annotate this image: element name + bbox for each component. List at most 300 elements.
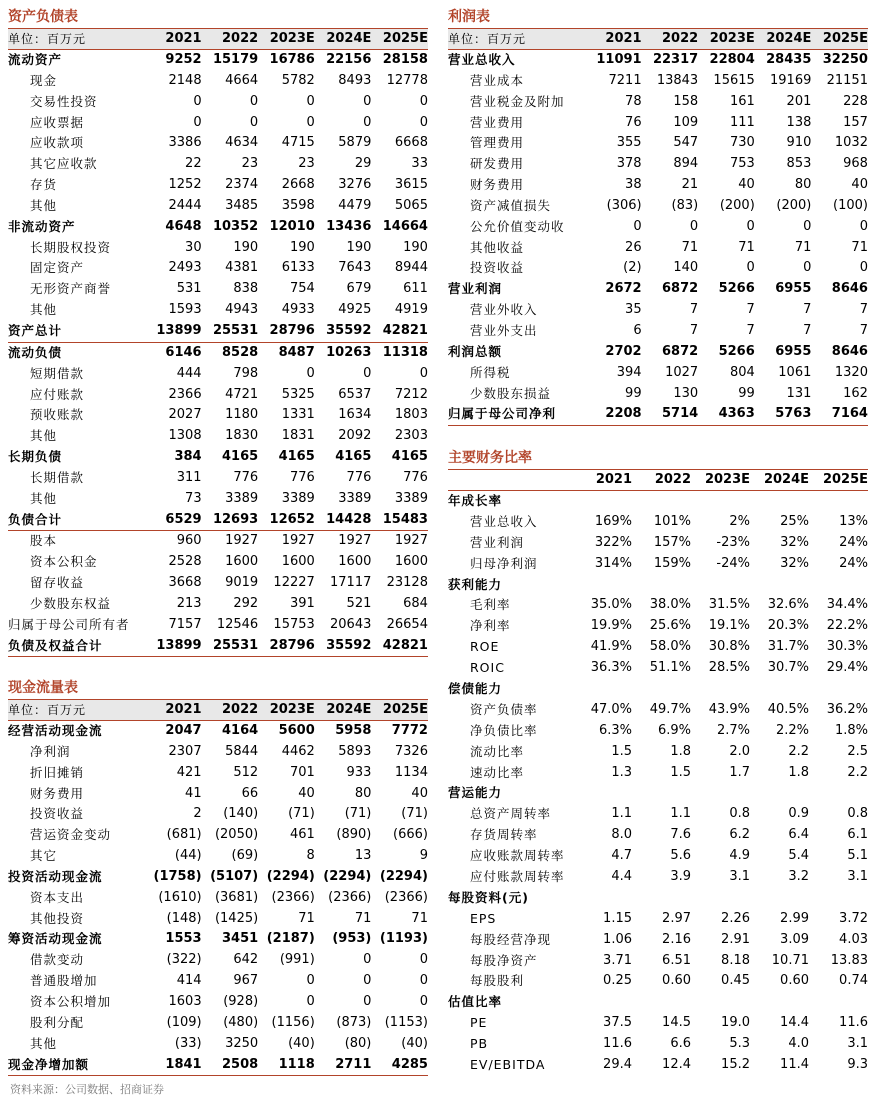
row-label: 短期借款 [30,365,85,381]
cell-value: 11091 [596,52,642,67]
cell-value: (71) [344,806,372,822]
year-header: 2024E [766,31,812,46]
cell-value: 28796 [269,322,315,338]
row-label: 筹资活动现金流 [8,931,103,947]
cell-value: 7326 [394,743,428,759]
row-label: 留存收益 [30,575,85,591]
cell-value: (83) [671,197,699,213]
cell-value: 28796 [269,637,315,653]
cell-value: 111 [729,114,755,130]
row-label: EPS [470,910,497,926]
row-label: 应收款项 [30,135,85,151]
cell-value: 28.5% [708,660,750,676]
cell-value: 19.9% [590,618,632,634]
table-row [8,510,428,532]
row-label: 资产减值损失 [470,197,552,213]
cell-value: 22 [185,156,202,172]
cell-value: 2672 [605,281,642,297]
table-row [8,113,428,134]
cell-value: 1.15 [603,910,632,926]
row-label: ROE [470,639,500,655]
table-row [8,929,428,950]
row-label: 投资活动现金流 [8,868,103,884]
cell-value: (40) [288,1035,315,1051]
table-row [448,930,868,951]
row-label: 长期借款 [30,469,85,485]
cell-value: 461 [289,827,315,843]
row-label: 归属于母公司净利 [448,406,557,422]
year-header: 2022 [662,31,699,46]
cell-value: 2366 [168,386,202,402]
section-row [448,491,868,512]
cell-value: 1.8 [670,743,691,759]
cell-value: (2187) [266,931,315,947]
cell-value: 4.0 [788,1036,809,1052]
cell-value: 322% [594,534,632,550]
cell-value: 910 [786,135,812,151]
cell-value: 36.2% [826,701,868,717]
cell-value: 0 [363,993,372,1009]
cell-value: 1.5 [611,743,632,759]
cell-value: 0 [193,114,202,130]
cell-value: 1603 [168,993,202,1009]
table-row [8,321,428,343]
cell-value: 5.6 [670,848,691,864]
cell-value: (80) [344,1035,372,1051]
table-row [448,92,868,113]
cell-value: 4634 [225,135,259,151]
cell-value: 5266 [718,343,755,359]
balance-sheet-title: 资产负债表 [8,9,78,25]
cell-value: (1758) [153,868,202,884]
cell-value: 138 [786,114,812,130]
table-row [448,804,868,825]
cell-value: 2.99 [780,910,809,926]
cell-value: (666) [393,827,428,843]
cell-value: 35592 [326,637,372,653]
cell-value: 292 [233,595,259,611]
cell-value: 0 [419,93,428,109]
cell-value: 1118 [278,1056,315,1072]
cell-value: 29.4% [826,660,868,676]
cell-value: (69) [231,848,259,864]
cell-value: 1061 [778,364,812,380]
row-label: 营业税金及附加 [470,93,565,109]
row-label: 财务费用 [30,785,85,801]
cell-value: 3451 [222,931,259,947]
cell-value: 1331 [281,407,315,423]
cell-value: 4165 [278,449,315,465]
cell-value: 0.74 [839,973,868,989]
cell-value: 32% [780,534,809,550]
row-label: 长期股权投资 [30,239,112,255]
table-row [448,133,868,154]
cell-value: 4479 [338,197,372,213]
cell-value: 13 [354,848,372,864]
cell-value: 6.1 [847,827,868,843]
cell-value: (480) [223,1014,259,1030]
cell-value: 12.4 [662,1057,691,1073]
row-label: 股利分配 [30,1014,85,1030]
year-header: 2024E [763,472,809,487]
cell-value: 0.8 [847,806,868,822]
cell-value: 2.2 [788,743,809,759]
cell-value: 7 [746,322,755,338]
cell-value: 4721 [225,386,259,402]
row-label: 毛利率 [470,597,511,613]
cell-value: (148) [166,910,202,926]
cell-value: 7.6 [670,827,691,843]
cell-value: 394 [616,364,642,380]
row-label: 资本支出 [30,889,85,905]
cell-value: 2.2% [775,722,809,738]
cell-value: 4919 [394,302,428,318]
cell-value: 3389 [281,490,315,506]
cell-value: 130 [673,385,699,401]
cell-value: 314% [594,555,632,571]
cell-value: 547 [673,135,699,151]
cell-value: 5065 [394,197,428,213]
cell-value: 19.0 [721,1015,750,1031]
cell-value: 38 [625,177,642,193]
cell-value: 4.7 [611,848,632,864]
cell-value: 99 [738,385,755,401]
cell-value: 47.0% [590,701,632,717]
cell-value: 0 [633,218,642,234]
table-row [8,825,428,846]
row-label: 归属于母公司所有者 [8,616,130,632]
row-label: 营运能力 [448,785,503,801]
cell-value: 7211 [608,72,642,88]
cell-value: 3.1 [847,1036,868,1052]
cell-value: (2366) [328,889,372,905]
cell-value: 2027 [168,407,202,423]
cell-value: 444 [176,365,202,381]
cell-value: 3.1 [729,869,750,885]
cell-value: (100) [833,197,868,213]
cell-value: 6.4 [788,827,809,843]
cell-value: (3681) [214,889,259,905]
cell-value: (40) [401,1035,428,1051]
cell-value: 1.8 [788,764,809,780]
table-row [448,1055,868,1076]
cell-value: 0 [249,93,259,109]
cell-value: 30.7% [767,660,809,676]
cell-value: (33) [174,1035,202,1051]
cell-value: 7212 [394,386,428,402]
cell-value: 0 [306,93,315,109]
cell-value: 3.72 [839,910,868,926]
row-label: 固定资产 [30,260,85,276]
cell-value: 35.0% [590,597,632,613]
table-row [8,909,428,930]
cell-value: 0 [746,260,755,276]
cell-value: 3386 [168,135,202,151]
cell-value: 5763 [775,406,812,422]
cell-value: 5893 [338,743,372,759]
row-label: 其他 [30,1035,58,1051]
cell-value: 30 [185,239,202,255]
cell-value: 2208 [605,406,642,422]
cell-value: 23128 [386,575,428,591]
row-label: ROIC [470,660,505,676]
cell-value: 776 [346,469,372,485]
cell-value: 4715 [281,135,315,151]
cell-value: 15615 [713,72,755,88]
row-label: 流动负债 [8,344,63,360]
cell-value: 6.51 [662,952,691,968]
table-row [8,763,428,784]
row-label: 营业总收入 [448,52,516,67]
cell-value: 3389 [338,490,372,506]
row-label: 投资收益 [470,260,525,276]
cell-value: (890) [336,827,372,843]
cell-value: 753 [729,156,755,172]
unit-label: 单位：百万元 [8,32,87,46]
table-row [8,867,428,888]
cell-value: 101% [653,513,691,529]
cell-value: 2668 [281,177,315,193]
cell-value: 15753 [273,616,315,632]
cell-value: 7 [803,322,812,338]
cell-value: 4164 [222,723,259,738]
row-label: 营业利润 [470,534,525,550]
cell-value: 1600 [281,554,315,570]
cell-value: 1.06 [603,931,632,947]
cell-value: 80 [354,785,372,801]
cell-value: 23 [241,156,259,172]
cell-value: 0 [803,218,812,234]
cell-value: 6.3% [598,722,632,738]
year-header: 2025E [822,472,868,487]
cell-value: 355 [616,135,642,151]
year-header: 2021 [165,702,202,717]
table-row [8,531,428,552]
cell-value: 0 [859,218,868,234]
cell-value: 3485 [225,197,259,213]
cell-value: 11.6 [839,1015,868,1031]
year-header: 2023E [269,702,315,717]
cell-value: 9019 [225,575,259,591]
cell-value: (71) [288,806,315,822]
cell-value: 0 [363,93,372,109]
cell-value: 6668 [394,135,428,151]
cell-value: 391 [289,595,315,611]
cell-value: 2.5 [847,743,868,759]
cell-value: 4.4 [611,869,632,885]
cell-value: 33 [411,156,428,172]
table-row [8,1055,428,1077]
cell-value: (200) [719,197,755,213]
cell-value: 25531 [212,322,259,338]
table-row [448,50,868,71]
cell-value: 8646 [831,343,868,359]
row-label: 负债合计 [8,511,63,527]
cell-value: 5325 [281,386,315,402]
table-row [8,385,428,406]
row-label: 股本 [30,533,58,549]
table-row [448,742,868,763]
table-row [448,909,868,930]
cell-value: 13843 [656,72,699,88]
cell-value: 384 [174,449,202,465]
table-row [448,971,868,992]
row-label: 公允价值变动收 [470,218,565,234]
cell-value: 22.2% [826,618,868,634]
table-row [8,258,428,279]
table-row [8,196,428,217]
table-row [448,616,868,637]
cell-value: 37.5 [603,1015,632,1031]
cell-value: 7157 [168,616,202,632]
table-row [448,113,868,134]
cell-value: 4165 [335,449,372,465]
cell-value: 38.0% [649,597,691,613]
table-row [448,595,868,616]
cell-value: 6146 [165,344,202,360]
cell-value: 730 [729,135,755,151]
cell-value: (928) [223,993,259,1009]
cell-value: 4933 [281,302,315,318]
row-label: 少数股东权益 [30,595,112,611]
cell-value: 71 [681,239,699,255]
table-row [8,50,428,71]
row-label: 营业利润 [448,281,503,297]
cell-value: 0 [306,114,315,130]
cell-value: 1027 [665,364,699,380]
cell-value: 25531 [212,637,259,653]
cell-value: 71 [738,239,755,255]
cash-flow-body [8,721,428,1076]
cell-value: 15.2 [721,1057,750,1073]
cell-value: 4648 [165,218,202,234]
cell-value: 190 [289,239,315,255]
unit-label: 单位：百万元 [8,703,87,717]
cell-value: (2366) [384,889,428,905]
cell-value: 1.1 [611,806,632,822]
cell-value: 0 [689,218,699,234]
cell-value: 9 [419,848,428,864]
cell-value: 12546 [216,616,259,632]
cell-value: 12227 [273,575,315,591]
cell-value: 29 [354,156,372,172]
row-label: 获利能力 [448,576,503,592]
cell-value: 1841 [165,1056,202,1072]
table-row [448,71,868,92]
cell-value: 15179 [212,52,259,67]
cell-value: 0 [859,260,868,276]
cell-value: 12010 [269,218,315,234]
cell-value: 5266 [718,281,755,297]
cell-value: 7164 [831,406,868,422]
table-row [8,971,428,992]
cell-value: 2.0 [729,743,750,759]
row-label: 现金净增加额 [8,1056,90,1072]
cell-value: 3668 [168,575,202,591]
cell-value: 933 [346,764,372,780]
row-label: 营业成本 [470,72,525,88]
cell-value: (873) [336,1014,372,1030]
cell-value: 0 [419,952,428,968]
cell-value: 71 [298,910,315,926]
cell-value: 31.5% [708,597,750,613]
cell-value: 71 [354,910,372,926]
cell-value: 3250 [225,1035,259,1051]
cell-value: 2092 [338,428,372,444]
year-header: 2025E [822,31,868,46]
table-row [8,175,428,196]
table-row [448,1013,868,1034]
cell-value: 2.7% [716,722,750,738]
table-row [8,364,428,385]
row-label: 借款变动 [30,952,85,968]
cell-value: (1610) [158,889,202,905]
table-row [8,71,428,92]
cell-value: 228 [843,93,868,109]
cell-value: 17117 [330,575,372,591]
cell-value: 14664 [382,218,428,234]
cell-value: 5714 [662,406,699,422]
cell-value: (991) [279,952,315,968]
cell-value: 3.1 [847,869,868,885]
cell-value: 12778 [386,72,428,88]
table-row [8,300,428,321]
cell-value: 5.1 [847,848,868,864]
cell-value: 13.83 [830,952,868,968]
cell-value: 2711 [335,1056,372,1072]
cell-value: 6955 [775,281,812,297]
cell-value: 0 [803,260,812,276]
cell-value: 798 [233,365,259,381]
cell-value: 1927 [338,533,372,549]
year-header: 2024E [326,31,372,46]
row-label: 应收账款周转率 [470,848,565,864]
table-row [8,238,428,259]
cell-value: 159% [653,555,691,571]
cell-value: 1320 [834,364,868,380]
cell-value: 22317 [652,52,699,67]
cell-value: 14.5 [662,1015,691,1031]
cell-value: 14428 [326,511,372,527]
cell-value: 1634 [338,407,372,423]
cash-flow-table [8,677,428,1076]
cell-value: 201 [786,93,812,109]
cell-value: 1180 [225,407,259,423]
cell-value: 3276 [338,177,372,193]
cell-value: (1156) [271,1014,315,1030]
row-label: 少数股东损益 [470,385,552,401]
cell-value: 5600 [278,723,315,738]
cell-value: (200) [776,197,812,213]
table-row [8,92,428,113]
cell-value: 776 [233,469,259,485]
cell-value: 2702 [605,343,642,359]
cell-value: 190 [346,239,372,255]
table-row [448,763,868,784]
row-label: 每股资料(元) [448,889,529,905]
cell-value: 2.16 [662,931,691,947]
row-label: 其它应收款 [30,156,98,172]
cell-value: 30.8% [708,639,750,655]
row-label: 应付账款 [30,386,85,402]
cell-value: 131 [786,385,812,401]
cell-value: 1252 [168,177,202,193]
cell-value: (2294) [266,868,315,884]
table-row [8,721,428,742]
cell-value: 71 [794,239,812,255]
year-header: 2023E [269,31,315,46]
row-label: 普通股增加 [30,973,98,989]
